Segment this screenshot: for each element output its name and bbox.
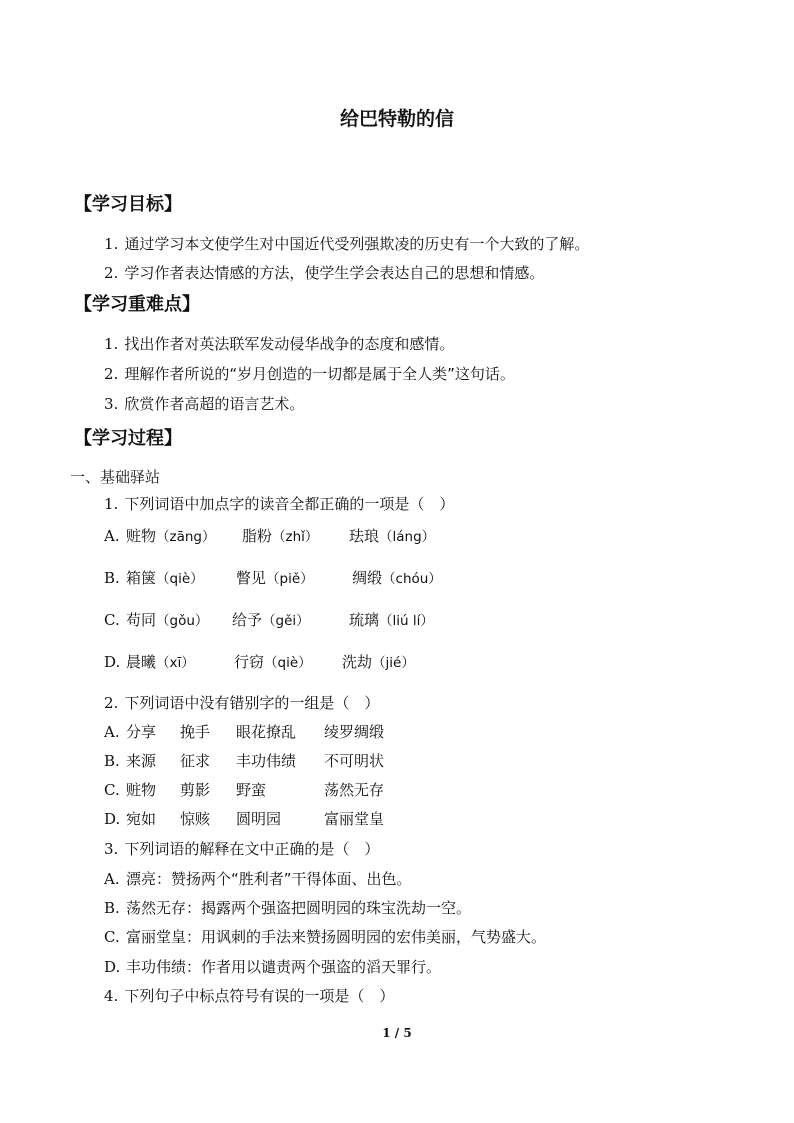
question-num: 3. <box>104 840 119 858</box>
question-text: 下列句子中标点符号有误的一项是（ ） <box>124 987 395 1005</box>
option-word: 赃物 <box>126 781 157 799</box>
option-word: 圆明园 <box>236 810 282 828</box>
option-label: C. <box>104 781 120 799</box>
option-word: 野蛮 <box>236 781 267 799</box>
key-item-text: 欣赏作者高超的语言艺术。 <box>124 395 305 413</box>
page-title: 给巴特勒的信 <box>339 108 454 130</box>
part-heading-basics: 一、基础驿站 <box>70 468 161 486</box>
section-heading-goals: 【学习目标】 <box>74 194 182 215</box>
option-label: D. <box>104 958 121 976</box>
option-label: D. <box>104 653 121 671</box>
goal-item-2 <box>104 262 544 283</box>
option-word: 琉璃 <box>349 611 380 629</box>
option-word: 征求 <box>180 752 211 770</box>
option-word: 珐琅 <box>349 527 380 545</box>
option-text: 漂亮：赞扬两个“胜利者”干得体面、出色。 <box>126 870 412 888</box>
option-word: 洗劫 <box>342 653 373 671</box>
option-pinyin: （chóu） <box>382 571 442 587</box>
key-item-text: 找出作者对英法联军发动侵华战争的态度和感情。 <box>124 335 455 353</box>
option-word: 绫罗绸缎 <box>324 723 385 741</box>
q3-option-d <box>104 956 441 977</box>
option-word: 宛如 <box>126 810 157 828</box>
option-label: B. <box>104 569 120 587</box>
option-text: 荡然无存：揭露两个强盗把圆明园的珠宝洗劫一空。 <box>126 899 472 917</box>
q3-option-c <box>104 926 546 947</box>
key-item-num: 2. <box>104 365 119 383</box>
option-word: 丰功伟绩 <box>236 752 297 770</box>
option-text: 丰功伟绩：作者用以谴责两个强盗的滔天罪行。 <box>126 958 442 976</box>
option-label: A. <box>104 870 120 888</box>
option-word: 来源 <box>126 752 157 770</box>
q1-option-a <box>104 525 435 546</box>
key-item-1 <box>104 333 454 354</box>
key-item-3 <box>104 393 304 414</box>
option-text: 富丽堂皇：用讽刺的手法来赞扬圆明园的宏伟美丽，气势盛大。 <box>126 928 547 946</box>
page-number: 1 / 5 <box>382 1026 412 1040</box>
option-word: 绸缎 <box>352 569 383 587</box>
key-item-text: 理解作者所说的“岁月创造的一切都是属于全人类”这句话。 <box>124 365 515 383</box>
q2-option-c <box>104 779 384 800</box>
option-pinyin: （jié） <box>372 655 415 671</box>
question-text: 下列词语中加点字的读音全都正确的一项是（ ） <box>124 495 455 513</box>
option-word: 富丽堂皇 <box>324 810 385 828</box>
option-word: 不可明状 <box>324 752 385 770</box>
question-3-stem <box>104 838 379 859</box>
question-num: 1. <box>104 495 119 513</box>
option-word: 剪影 <box>180 781 211 799</box>
section-heading-process: 【学习过程】 <box>74 428 182 449</box>
option-word: 行窃 <box>234 653 265 671</box>
q3-option-b <box>104 897 471 918</box>
goal-item-1 <box>104 233 589 254</box>
q2-option-a <box>104 721 384 742</box>
question-2-stem <box>104 692 379 713</box>
goal-item-text: 学习作者表达情感的方法，使学生学会表达自己的思想和情感。 <box>124 264 545 282</box>
option-word: 苟同 <box>126 611 157 629</box>
q1-option-b <box>104 567 442 588</box>
goal-item-text: 通过学习本文使学生对中国近代受列强欺凌的历史有一个大致的了解。 <box>124 235 590 253</box>
option-word: 挽手 <box>180 723 211 741</box>
question-num: 4. <box>104 987 119 1005</box>
option-label: C. <box>104 928 120 946</box>
goal-item-num: 1. <box>104 235 119 253</box>
question-4-stem <box>104 985 394 1006</box>
option-word: 赃物 <box>126 527 157 545</box>
option-word: 瞥见 <box>236 569 267 587</box>
option-pinyin: （gǒu） <box>156 613 209 629</box>
key-item-num: 1. <box>104 335 119 353</box>
key-item-2 <box>104 363 515 384</box>
option-word: 惊赅 <box>180 810 211 828</box>
option-pinyin: （gěi） <box>262 613 310 629</box>
option-label: D. <box>104 810 121 828</box>
option-label: C. <box>104 611 120 629</box>
option-pinyin: （piě） <box>266 571 314 587</box>
option-pinyin: （qiè） <box>156 571 204 587</box>
option-pinyin: （zāng） <box>156 529 216 545</box>
option-label: A. <box>104 723 120 741</box>
option-pinyin: （zhǐ） <box>272 529 319 545</box>
q2-option-d <box>104 808 384 829</box>
option-word: 给予 <box>232 611 263 629</box>
option-pinyin: （xī） <box>156 655 195 671</box>
option-word: 分享 <box>126 723 157 741</box>
key-item-num: 3. <box>104 395 119 413</box>
option-word: 晨曦 <box>126 653 157 671</box>
q2-option-b <box>104 750 384 771</box>
option-pinyin: （láng） <box>379 529 436 545</box>
option-word: 箱箧 <box>126 569 157 587</box>
question-1-stem <box>104 493 454 514</box>
option-word: 眼花撩乱 <box>236 723 297 741</box>
q1-option-c <box>104 609 434 630</box>
option-pinyin: （liú lí） <box>379 613 434 629</box>
question-text: 下列词语中没有错别字的一组是（ ） <box>124 694 380 712</box>
option-word: 荡然无存 <box>324 781 385 799</box>
q3-option-a <box>104 868 412 889</box>
goal-item-num: 2. <box>104 264 119 282</box>
question-num: 2. <box>104 694 119 712</box>
option-pinyin: （qiè） <box>264 655 312 671</box>
option-label: B. <box>104 752 120 770</box>
option-label: A. <box>104 527 120 545</box>
q1-option-d <box>104 651 415 672</box>
question-text: 下列词语的解释在文中正确的是（ ） <box>124 840 380 858</box>
option-label: B. <box>104 899 120 917</box>
option-word: 脂粉 <box>242 527 273 545</box>
section-heading-key-points: 【学习重难点】 <box>74 294 200 315</box>
